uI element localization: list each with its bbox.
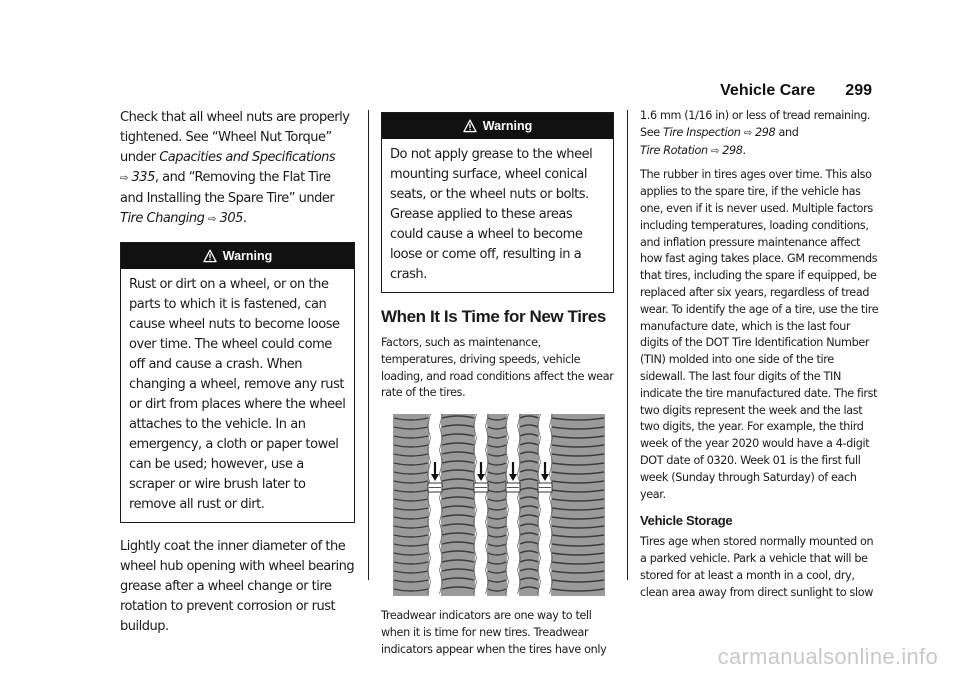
- paragraph-grease: Lightly coat the inner diameter of the wheel hub opening with wheel bearing grease after a wheel change or tire rotation to prevent corrosion or rust buildup.: [120, 539, 355, 634]
- paragraph-treadwear-indicators: Treadwear indicators are one way to tell when it is time for new tires. Treadwear indicators appear when the tires have only: [381, 609, 607, 656]
- paragraph-tire-aging: The rubber in tires ages over time. This also applies to the spare tire, if the vehicle has one, even if it is never used. Multiple factors including temperatures, loading conditions, and inflation pressure maintenance affect how fast aging takes place. GM recommends that tires, including the spare if equipped, be replaced after six years, regardless of tread wear. To identify the age of a tire, use the tire manufacture date, which is the last four digits of the DOT Tire Identification Number (TIN) molded into one side of the tire sidewall. The last four digits of the TIN indicate the tire manufactured date. The first two digits represent the week and the last two digits, the year. For example, the third week of the year 2020 would have a 4-digit DOT date of 0320. Week 01 is the first full week (Sunday through Saturday) of each year.: [640, 168, 879, 501]
- warning-text: Do not apply grease to the wheel mounting surface, wheel conical seats, or the wheel nuts or bolts. Grease applied to these areas could cause a wheel to become loose or come off, resulting in a crash.: [390, 147, 593, 282]
- watermark-text: carmanualsonline.info: [717, 644, 938, 669]
- column-left: [120, 108, 355, 637]
- warning-text: Rust or dirt on a wheel, or on the parts to which it is fastened, can cause wheel nuts to become loose over time. The wheel could come off and cause a crash. When changing a wheel, remove any rust or dirt from places where the wheel attaches to the vehicle. In an emergency, a cloth or paper towel can be used; however, use a scraper or wire brush later to remove all rust or dirt.: [129, 277, 346, 512]
- page-number: 299: [845, 82, 872, 99]
- column-right: [640, 108, 880, 609]
- xref-tire-inspection[interactable]: Tire Inspection: [663, 125, 741, 139]
- xref-page-298[interactable]: 298: [722, 143, 743, 157]
- paragraph-wear-factors: Factors, such as maintenance, temperatures, driving speeds, vehicle loading, and road conditions affect the wear rate of the tires.: [381, 336, 614, 400]
- xref-tire-changing[interactable]: Tire Changing: [120, 211, 205, 226]
- warning-header: [382, 113, 613, 139]
- section-title: Vehicle Care: [720, 82, 816, 99]
- paragraph-vehicle-storage: Tires age when stored normally mounted on a parked vehicle. Park a vehicle that will be stored for at least a month in a cool, dry, clean area away from direct sunlight to slow: [640, 535, 874, 599]
- warning-label: Warning: [222, 249, 273, 263]
- xref-capacities-specifications[interactable]: Capacities and Specifications: [159, 150, 336, 165]
- warning-triangle-icon: [463, 119, 477, 133]
- page-ref-arrow-icon: ⇨: [743, 127, 752, 139]
- xref-page-335[interactable]: 335: [131, 170, 155, 185]
- column-divider: [627, 110, 628, 580]
- page-ref-arrow-icon: ⇨: [208, 214, 216, 225]
- page-header: [720, 82, 872, 100]
- warning-header: [121, 243, 354, 269]
- column-middle: [381, 108, 614, 666]
- warning-box-grease: [381, 112, 614, 293]
- tire-tread-drawing: [393, 414, 605, 596]
- warning-box-rust: [120, 242, 355, 523]
- column-divider: [368, 110, 369, 580]
- page-ref-arrow-icon: ⇨: [120, 173, 128, 184]
- warning-triangle-icon: [203, 249, 217, 263]
- paragraph-tread-remaining: 1.6 mm (1/16 in) or less of tread remaining. See Tire Inspection ⇨ 298 and Tire Rotation ⇨ 298.: [640, 109, 871, 157]
- section-heading-vehicle-storage: Vehicle Storage: [640, 513, 733, 529]
- xref-page-298[interactable]: 298: [755, 125, 776, 139]
- warning-label: Warning: [482, 119, 533, 133]
- page-ref-arrow-icon: ⇨: [710, 145, 719, 157]
- xref-tire-rotation[interactable]: Tire Rotation: [640, 143, 708, 157]
- treadwear-indicator-illustration: [393, 414, 605, 596]
- xref-page-305[interactable]: 305: [219, 211, 243, 226]
- section-heading-new-tires: When It Is Time for New Tires: [381, 307, 606, 326]
- paragraph-wheel-nuts: Check that all wheel nuts are properly tightened. See “Wheel Nut Torque” under Capacities and Specifications ⇨ 335, and “Removing the Flat Tire and Installing the Spare Tire” under Tire Changing ⇨ 305.: [120, 110, 350, 226]
